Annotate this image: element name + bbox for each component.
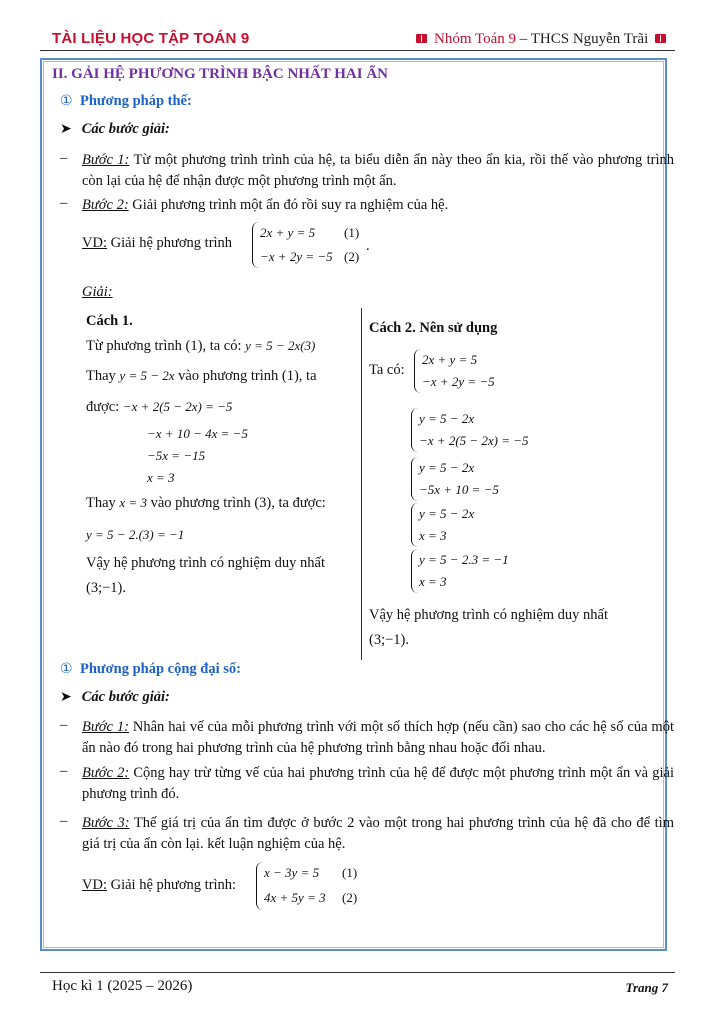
header-divider (40, 50, 675, 51)
step-text: Cộng hay trừ từng vế của hai phương trình của hệ để được một phương trình một ẩn và giải phương trình đó. (82, 765, 674, 802)
example-text: Giải hệ phương trình: (106, 877, 237, 893)
system-brace (411, 408, 418, 452)
text: được: (86, 399, 123, 415)
text: , ta được: (271, 495, 326, 511)
circled-one-icon: ① (60, 93, 73, 109)
footer-divider (40, 972, 675, 973)
text: Thay (86, 368, 120, 384)
equation: −5x = −15 (147, 448, 206, 463)
method2-title: Phương pháp cộng đại số: (80, 661, 241, 677)
solution-label (82, 284, 113, 301)
bullet-dash: – (60, 150, 68, 166)
text: , ta (298, 368, 317, 384)
step-text: Thế giá trị của ẩn tìm được ở bước 2 vào một trong hai phương trình của hệ đã cho để tìm giá trị của ẩn còn lại. kết luận nghiệm của hệ. (82, 815, 674, 852)
method2-step1 (82, 717, 674, 759)
equation: 2x + y = 5 (422, 352, 478, 367)
equation: x = 3 (147, 470, 175, 485)
system-brace (414, 349, 421, 393)
step-text: Giải phương trình một ẩn đó rồi suy ra nghiệm của hệ. (128, 197, 449, 213)
equation: −x + 10 − 4x = −5 (147, 426, 248, 441)
arrow-right-icon: ➤ (60, 689, 72, 705)
equation-tag: (1) (342, 865, 358, 880)
footer-term: Học kì 1 (2025 – 2026) (52, 978, 193, 994)
equation-tag: (2) (342, 890, 358, 905)
method2-steps-label: Các bước giải: (81, 689, 170, 705)
text: vào phương trình (174, 368, 282, 384)
cach1-line2 (86, 368, 317, 385)
system-brace (411, 457, 418, 501)
text: , ta có: (202, 338, 246, 354)
step-label: Bước 1: (82, 152, 130, 168)
equation: y = 5 − 2x (419, 411, 475, 426)
header-group-info (413, 31, 669, 48)
step-text: Nhân hai vế của mỗi phương trình với một số thích hợp (nếu cần) sao cho các hệ số của một ẩn nào đó trong hai phương trình của hệ phương trình bằng nhau hoặc đối nhau. (82, 719, 674, 756)
cach1-line7 (86, 495, 326, 512)
cach1-line1 (86, 338, 315, 355)
cach2-ta-co: Ta có: (369, 362, 405, 378)
system-brace (256, 862, 263, 910)
step-text: Từ một phương trình trình của hệ, ta biểu diễn ẩn này theo ẩn kia, rồi thế vào phương trình còn lại của hệ để nhận được một phương trình một ẩn. (82, 152, 674, 189)
equation-tag: (3) (254, 495, 272, 511)
equation: x = 3 (419, 528, 447, 543)
method1-heading (60, 93, 192, 110)
system-brace (411, 503, 418, 547)
example-label: VD: (82, 235, 107, 251)
equation: x = 3 (119, 495, 147, 510)
cach1-line3 (86, 399, 232, 416)
example-text: Giải hệ phương trình (106, 235, 233, 251)
equation: x = 3 (419, 574, 447, 589)
book-icon (655, 34, 666, 43)
solution-label-text: Giải: (82, 284, 113, 300)
bullet-dash: – (60, 195, 68, 211)
equation: 4x + 5y = 3 (264, 890, 326, 905)
system-brace (252, 222, 259, 268)
method2-step3 (82, 813, 674, 855)
header-brand: Nhóm Toán 9 (433, 31, 516, 47)
method1-steps-heading (60, 121, 170, 138)
equation-tag: (2) (344, 249, 360, 264)
cach2-title: Cách 2. Nên sử dụng (369, 320, 498, 336)
text: Thay (86, 495, 120, 511)
method1-step1 (82, 150, 674, 192)
method2-heading (60, 661, 241, 678)
circled-one-icon: ① (60, 661, 73, 677)
cach2-conclusion: Vậy hệ phương trình có nghiệm duy nhất (369, 607, 609, 623)
equation-tag: (1) (281, 368, 299, 384)
section-title: II. GẢI HỆ PHƯƠNG TRÌNH BẬC NHẤT HAI ẨN (52, 66, 389, 82)
method1-example (82, 235, 232, 252)
document-header-title: TÀI LIỆU HỌC TẬP TOÁN 9 (52, 30, 250, 47)
method1-title: Phương pháp thế: (80, 93, 192, 109)
equation: −x + 2y = −5 (260, 249, 333, 264)
footer-page-number: Trang 7 (625, 980, 668, 995)
step-label: Bước 2: (82, 765, 130, 781)
equation: 2x + y = 5 (260, 225, 316, 240)
method2-example (82, 877, 236, 894)
text: vào phương trình (146, 495, 255, 511)
cach1-title: Cách 1. (86, 313, 133, 329)
period: . (366, 238, 370, 254)
step-label: Bước 3: (82, 815, 130, 831)
method2-step2 (82, 763, 674, 805)
step-label: Bước 2: (82, 197, 129, 213)
equation-tag: (1) (344, 225, 360, 240)
equation: x − 3y = 5 (264, 865, 320, 880)
equation: −5x + 10 = −5 (419, 482, 499, 497)
equation: y = 5 − 2.(3) = −1 (86, 527, 185, 542)
equation: −x + 2y = −5 (422, 374, 495, 389)
equation: −x + 2(5 − 2x) = −5 (122, 399, 233, 414)
arrow-right-icon: ➤ (60, 121, 72, 137)
cach2-answer: (3;−1). (369, 632, 409, 648)
step-label: Bước 1: (82, 719, 129, 735)
cach1-conclusion: Vậy hệ phương trình có nghiệm duy nhất (86, 555, 326, 571)
book-icon (416, 34, 427, 43)
equation: y = 5 − 2.3 = −1 (419, 552, 509, 567)
equation: y = 5 − 2x (419, 506, 475, 521)
equation-tag: (1) (185, 338, 203, 354)
bullet-dash: – (60, 763, 68, 779)
header-school: – THCS Nguyễn Trãi (516, 31, 649, 47)
method2-steps-heading (60, 689, 170, 706)
method1-steps-label: Các bước giải: (81, 121, 170, 137)
equation: −x + 2(5 − 2x) = −5 (419, 433, 529, 448)
equation: y = 5 − 2x (419, 460, 475, 475)
text: Từ phương trình (86, 338, 186, 354)
column-divider (361, 308, 362, 660)
equation: y = 5 − 2x(3) (245, 338, 316, 353)
system-brace (411, 549, 418, 593)
cach1-answer: (3;−1). (86, 580, 126, 596)
equation: y = 5 − 2x (119, 368, 175, 383)
bullet-dash: – (60, 717, 68, 733)
bullet-dash: – (60, 813, 68, 829)
example-label: VD: (82, 877, 107, 893)
method1-step2 (82, 195, 674, 216)
